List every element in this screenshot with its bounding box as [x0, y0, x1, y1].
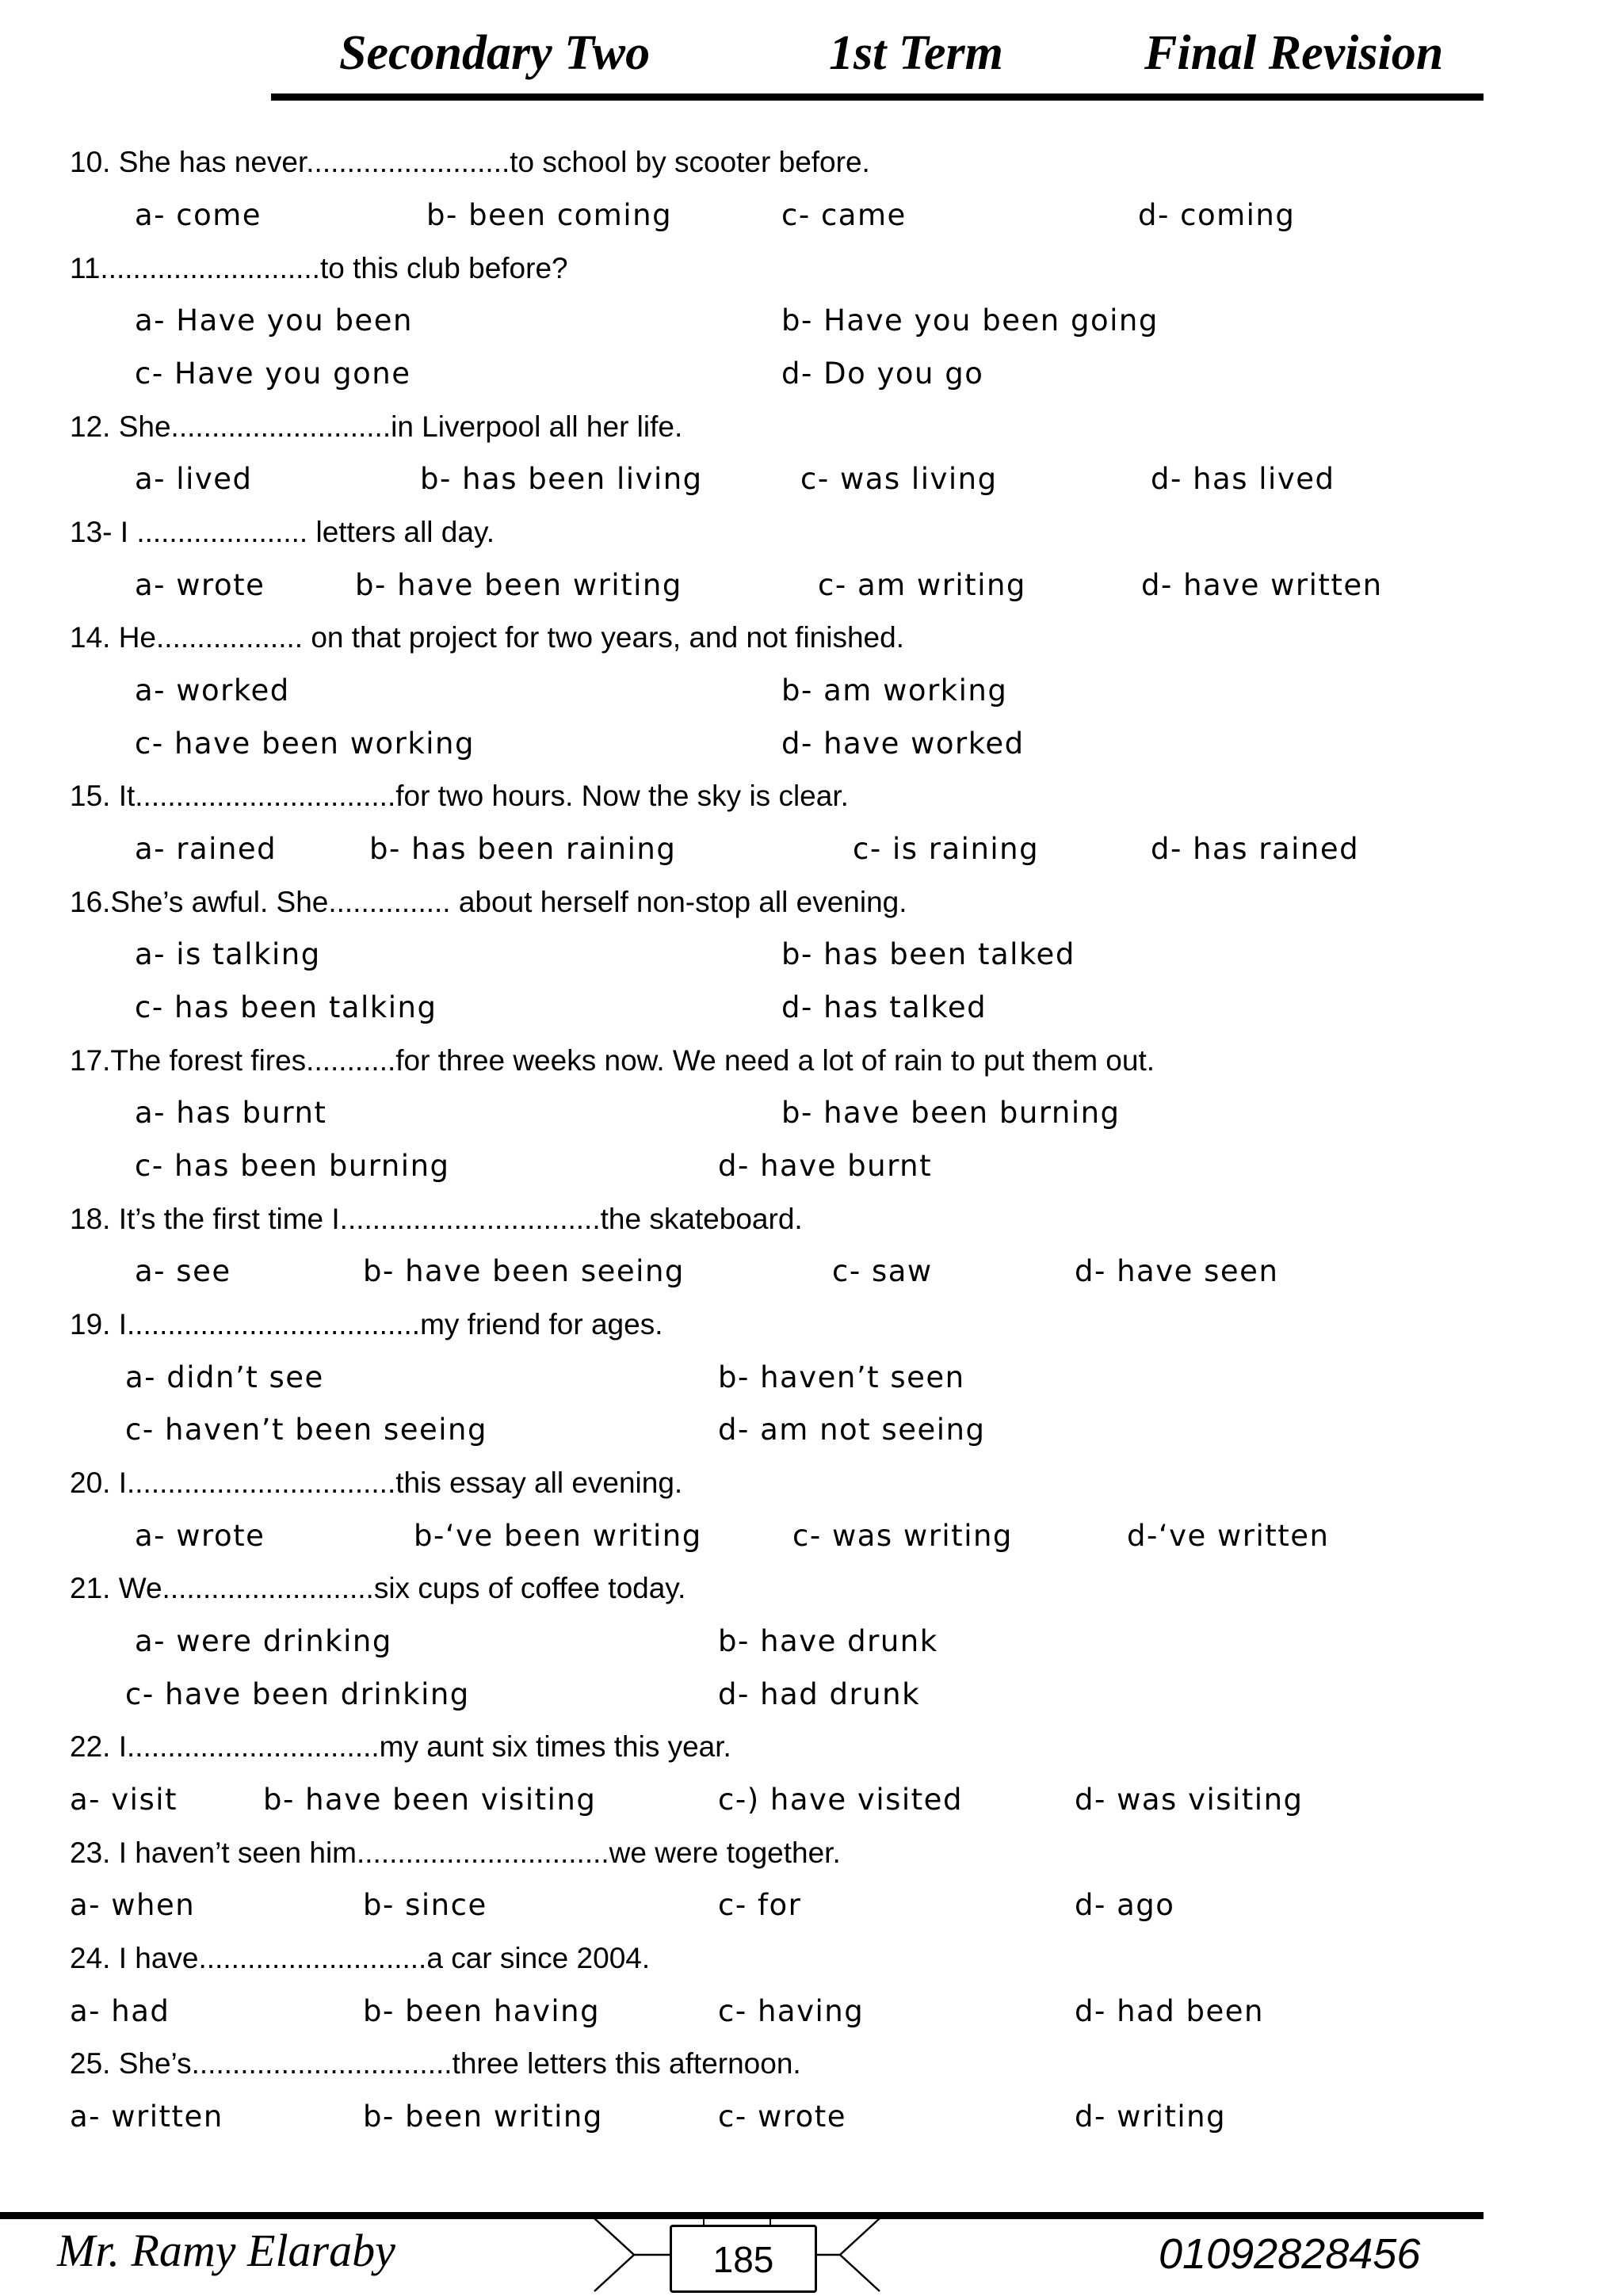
question-19: 19. I....................................my friend for ages.	[70, 1308, 663, 1341]
q17-option-c[interactable]: c- has been burning	[135, 1149, 450, 1183]
q16-option-a[interactable]: a- is talking	[135, 937, 321, 971]
q18-option-b[interactable]: b- have been seeing	[363, 1254, 685, 1288]
page-number: 185	[670, 2225, 817, 2293]
q24-option-d[interactable]: d- had been	[1075, 1994, 1264, 2028]
page-header	[0, 17, 1623, 89]
q20-option-c[interactable]: c- was writing	[792, 1519, 1013, 1553]
q18-option-c[interactable]: c- saw	[832, 1254, 933, 1288]
q11-option-a[interactable]: a- Have you been	[135, 303, 413, 338]
q23-option-c[interactable]: c- for	[718, 1888, 802, 1922]
q22-option-a[interactable]: a- visit	[70, 1783, 178, 1817]
question-22: 22. I...............................my aunt six times this year.	[70, 1730, 731, 1763]
q19-option-d[interactable]: d- am not seeing	[718, 1413, 986, 1447]
q16-option-c[interactable]: c- has been talking	[135, 990, 437, 1024]
q25-option-a[interactable]: a- written	[70, 2100, 223, 2134]
question-14: 14. He.................. on that project for two years, and not finished.	[70, 621, 904, 654]
question-12: 12. She...........................in Liverpool all her life.	[70, 410, 683, 443]
q11-option-c[interactable]: c- Have you gone	[135, 357, 411, 391]
q13-option-b[interactable]: b- have been writing	[355, 568, 682, 602]
question-15: 15. It................................for two hours. Now the sky is clear.	[70, 780, 849, 812]
q25-option-c[interactable]: c- wrote	[718, 2100, 847, 2134]
header-rule	[271, 93, 1484, 101]
question-17: 17.The forest fires...........for three weeks now. We need a lot of rain to put them out.	[70, 1044, 1155, 1077]
q14-option-a[interactable]: a- worked	[135, 673, 290, 707]
q15-option-c[interactable]: c- is raining	[853, 832, 1040, 866]
q19-option-a[interactable]: a- didn’t see	[125, 1360, 324, 1394]
q22-option-b[interactable]: b- have been visiting	[263, 1783, 597, 1817]
q25-option-d[interactable]: d- writing	[1075, 2100, 1227, 2134]
q19-option-b[interactable]: b- haven’t seen	[718, 1360, 965, 1394]
question-16: 16.She’s awful. She............... about herself non-stop all evening.	[70, 886, 907, 918]
q10-option-d[interactable]: d- coming	[1138, 198, 1296, 232]
q15-option-d[interactable]: d- has rained	[1151, 832, 1360, 866]
q14-option-d[interactable]: d- have worked	[781, 727, 1025, 761]
q22-option-d[interactable]: d- was visiting	[1075, 1783, 1304, 1817]
q10-option-b[interactable]: b- been coming	[426, 198, 673, 232]
q17-option-d[interactable]: d- have burnt	[718, 1149, 933, 1183]
q12-option-b[interactable]: b- has been living	[420, 462, 703, 496]
q13-option-a[interactable]: a- wrote	[135, 568, 265, 602]
q18-option-a[interactable]: a- see	[135, 1254, 231, 1288]
q24-option-a[interactable]: a- had	[70, 1994, 170, 2028]
question-10: 10. She has never.........................to school by scooter before.	[70, 146, 870, 178]
question-23: 23. I haven’t seen him...............................we were together.	[70, 1836, 841, 1869]
q23-option-d[interactable]: d- ago	[1075, 1888, 1175, 1922]
q21-option-b[interactable]: b- have drunk	[718, 1624, 938, 1658]
q14-option-c[interactable]: c- have been working	[135, 727, 475, 761]
question-20: 20. I.................................this essay all evening.	[70, 1466, 683, 1499]
question-24: 24. I have............................a car since 2004.	[70, 1942, 651, 1974]
q21-option-c[interactable]: c- have been drinking	[125, 1677, 470, 1711]
q23-option-a[interactable]: a- when	[70, 1888, 196, 1922]
q16-option-d[interactable]: d- has talked	[781, 990, 987, 1024]
q22-option-c[interactable]: c-) have visited	[718, 1783, 963, 1817]
q14-option-b[interactable]: b- am working	[781, 673, 1008, 707]
q10-option-c[interactable]: c- came	[781, 198, 907, 232]
q15-option-a[interactable]: a- rained	[135, 832, 277, 866]
question-13: 13- I ..................... letters all day.	[70, 516, 495, 548]
q23-option-b[interactable]: b- since	[363, 1888, 487, 1922]
q21-option-a[interactable]: a- were drinking	[135, 1624, 392, 1658]
q12-option-d[interactable]: d- has lived	[1151, 462, 1335, 496]
q11-option-b[interactable]: b- Have you been going	[781, 303, 1159, 338]
header-grade: Secondary Two	[339, 26, 651, 80]
q11-option-d[interactable]: d- Do you go	[781, 357, 984, 391]
q16-option-b[interactable]: b- has been talked	[781, 937, 1075, 971]
q19-option-c[interactable]: c- haven’t been seeing	[125, 1413, 487, 1447]
question-25: 25. She’s................................three letters this afternoon.	[70, 2047, 801, 2080]
question-18: 18. It’s the first time I................................the skateboard.	[70, 1203, 803, 1235]
q17-option-b[interactable]: b- have been burning	[781, 1096, 1121, 1130]
q20-option-a[interactable]: a- wrote	[135, 1519, 265, 1553]
q25-option-b[interactable]: b- been writing	[363, 2100, 603, 2134]
q18-option-d[interactable]: d- have seen	[1075, 1254, 1279, 1288]
q13-option-c[interactable]: c- am writing	[818, 568, 1026, 602]
q24-option-b[interactable]: b- been having	[363, 1994, 601, 2028]
question-11: 11...........................to this club before?	[70, 252, 568, 284]
q21-option-d[interactable]: d- had drunk	[718, 1677, 920, 1711]
footer-author: Mr. Ramy Elaraby	[57, 2225, 395, 2276]
q20-option-b[interactable]: b-‘ve been writing	[414, 1519, 702, 1553]
footer-phone: 01092828456	[1159, 2230, 1421, 2278]
q13-option-d[interactable]: d- have written	[1141, 568, 1383, 602]
q24-option-c[interactable]: c- having	[718, 1994, 865, 2028]
q12-option-a[interactable]: a- lived	[135, 462, 253, 496]
header-term: 1st Term	[829, 26, 1003, 80]
q15-option-b[interactable]: b- has been raining	[369, 832, 677, 866]
q12-option-c[interactable]: c- was living	[800, 462, 998, 496]
q17-option-a[interactable]: a- has burnt	[135, 1096, 327, 1130]
question-21: 21. We..........................six cups of coffee today.	[70, 1572, 686, 1604]
q20-option-d[interactable]: d-‘ve written	[1127, 1519, 1330, 1553]
header-title: Final Revision	[1144, 26, 1444, 80]
q10-option-a[interactable]: a- come	[135, 198, 262, 232]
